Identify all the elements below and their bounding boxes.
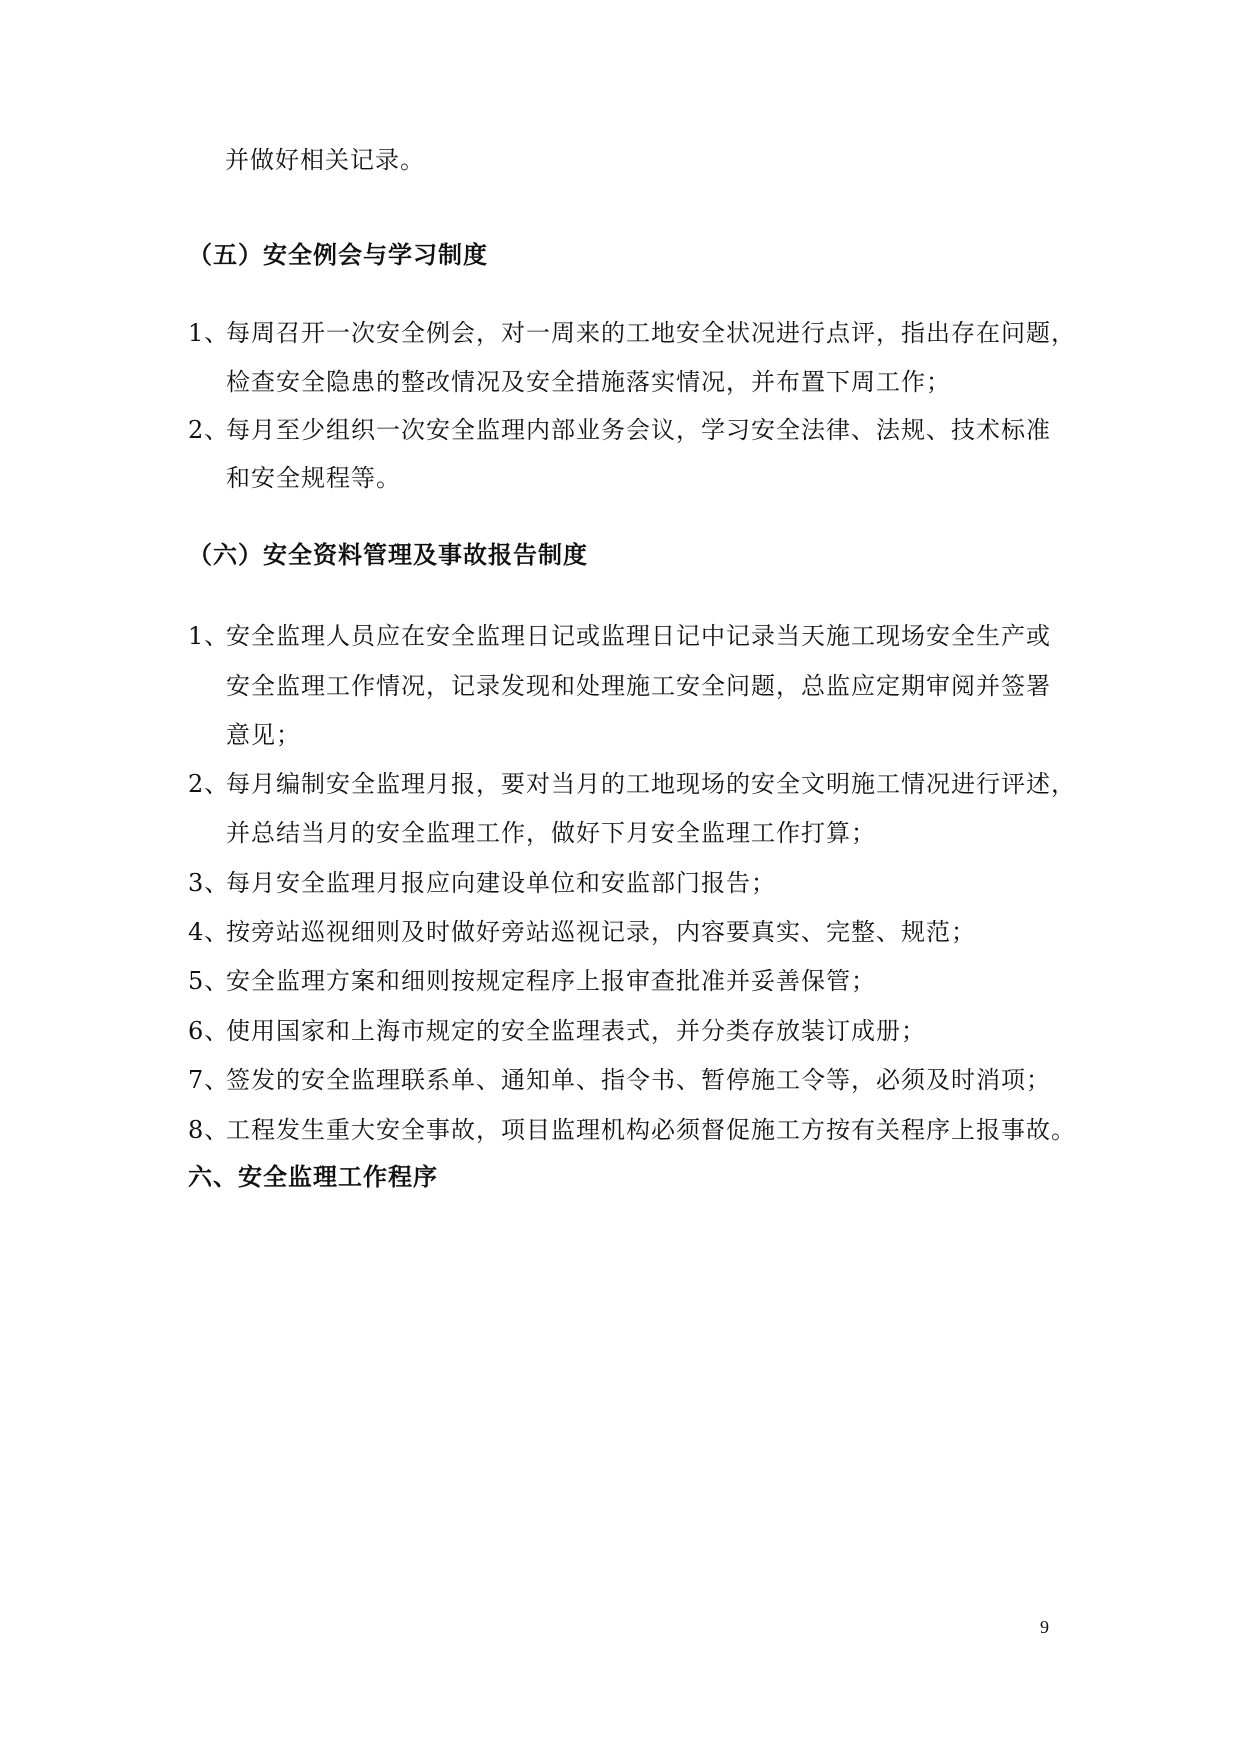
list-text: 和安全规程等。 (226, 464, 401, 492)
list-text: 并总结当月的安全监理工作，做好下月安全监理工作打算； (226, 819, 876, 847)
list-number: 5、 (188, 967, 230, 995)
list-item-2 (188, 769, 1076, 799)
heading-text: （五）安全例会与学习制度 (188, 241, 488, 269)
list-item-6 (188, 1016, 926, 1046)
list-text: 每月编制安全监理月报，要对当月的工地现场的安全文明施工情况进行评述， (226, 770, 1076, 798)
list-number: 1、 (188, 319, 230, 347)
list-number: 2、 (188, 416, 230, 444)
list-item-1 (188, 621, 1051, 651)
list-text: 工程发生重大安全事故，项目监理机构必须督促施工方按有关程序上报事故。 (226, 1116, 1076, 1144)
list-text: 使用国家和上海市规定的安全监理表式，并分类存放装订成册； (226, 1017, 926, 1045)
list-item-3 (188, 868, 776, 898)
continuation-line (225, 145, 425, 175)
list-item-2-continuation (226, 463, 401, 493)
list-number: 2、 (188, 770, 230, 798)
list-number: 8、 (188, 1116, 230, 1144)
line-text: 并做好相关记录。 (225, 146, 425, 174)
list-number: 3、 (188, 869, 230, 897)
list-text: 每月至少组织一次安全监理内部业务会议，学习安全法律、法规、技术标准 (226, 416, 1051, 444)
page-number: 9 (1040, 1617, 1049, 1637)
list-text: 安全监理工作情况，记录发现和处理施工安全问题，总监应定期审阅并签署 (226, 672, 1051, 700)
list-item-2-continuation (226, 818, 876, 848)
chapter-heading (188, 1162, 438, 1192)
list-text: 安全监理人员应在安全监理日记或监理日记中记录当天施工现场安全生产或 (226, 622, 1051, 650)
list-text: 每月安全监理月报应向建设单位和安监部门报告； (226, 869, 776, 897)
list-item-1-continuation (226, 367, 951, 397)
list-item-1-continuation (226, 671, 1051, 701)
list-text: 意见； (226, 721, 301, 749)
list-item-8 (188, 1115, 1076, 1145)
list-item-5 (188, 966, 876, 996)
list-number: 7、 (188, 1066, 230, 1094)
list-item-7 (188, 1065, 1051, 1095)
list-text: 检查安全隐患的整改情况及安全措施落实情况，并布置下周工作； (226, 368, 951, 396)
heading-text: 六、安全监理工作程序 (188, 1163, 438, 1191)
list-item-1-continuation (226, 720, 301, 750)
list-number: 4、 (188, 918, 230, 946)
heading-text: （六）安全资料管理及事故报告制度 (188, 541, 588, 569)
list-text: 安全监理方案和细则按规定程序上报审查批准并妥善保管； (226, 967, 876, 995)
section-heading-5 (188, 240, 488, 270)
list-text: 签发的安全监理联系单、通知单、指令书、暂停施工令等，必须及时消项； (226, 1066, 1051, 1094)
list-text: 按旁站巡视细则及时做好旁站巡视记录，内容要真实、完整、规范； (226, 918, 976, 946)
section-heading-6 (188, 540, 588, 570)
list-number: 1、 (188, 622, 230, 650)
list-item-1 (188, 318, 1076, 348)
list-item-2 (188, 415, 1051, 445)
list-item-4 (188, 917, 976, 947)
list-text: 每周召开一次安全例会，对一周来的工地安全状况进行点评，指出存在问题， (226, 319, 1076, 347)
list-number: 6、 (188, 1017, 230, 1045)
